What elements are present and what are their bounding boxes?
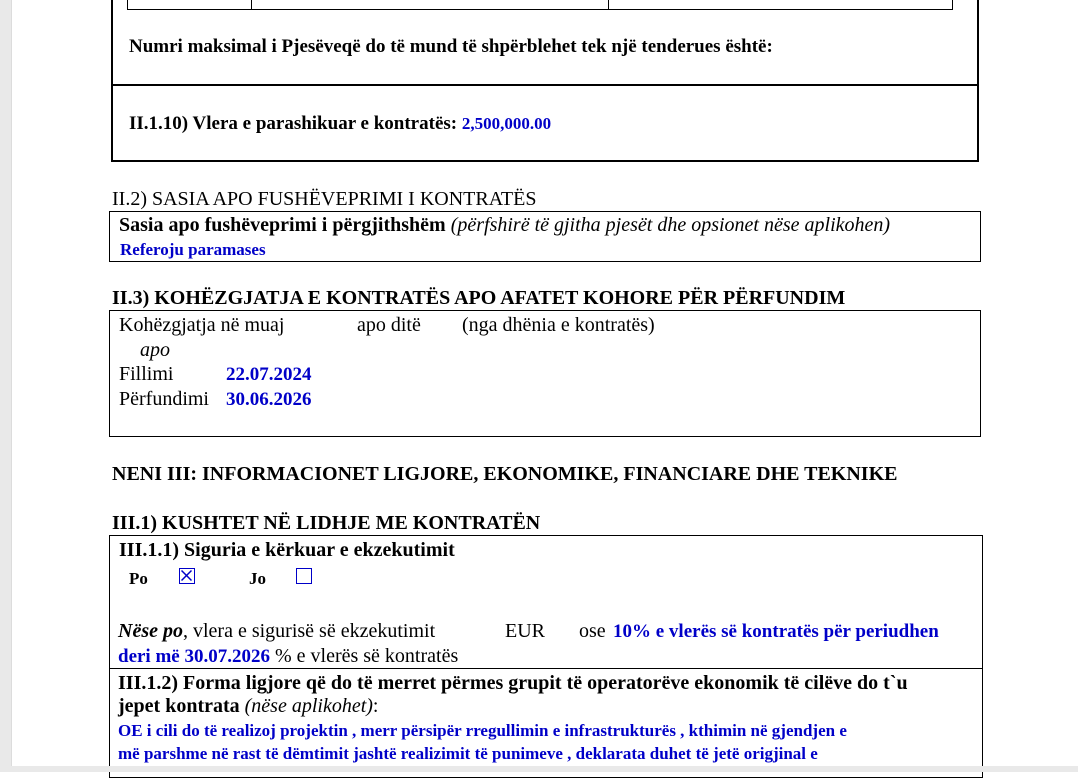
scope-value: Referoju paramases xyxy=(120,240,266,259)
section-heading-II-2: II.2) SASIA APO FUSHËVEPRIMI I KONTRATËS xyxy=(112,188,537,210)
guarantee-title: III.1.1) Siguria e kërkuar e ekzekutimit xyxy=(119,539,455,561)
currency-label: EUR xyxy=(505,620,545,642)
if-yes-label: Nëse po xyxy=(118,620,183,642)
percent-suffix: % e vlerës së kontratës xyxy=(274,645,459,667)
estimated-value: 2,500,000.00 xyxy=(461,114,552,133)
percent-value-line2: deri më 30.07.2026 xyxy=(118,646,270,667)
legal-form-body-line1: OE i cili do të realizoj projektin , merr përsipër rregullimin e infrastrukturës , kthimin në gjendjen e xyxy=(118,721,847,740)
legal-form-title-cont: jepet kontrata xyxy=(118,695,240,717)
start-label: Fillimi xyxy=(119,363,174,385)
scope-label: Sasia apo fushëveprimi i përgjithshëm xyxy=(119,214,446,236)
section-heading-III-1: III.1) KUSHTET NË LIDHJE ME KONTRATËN xyxy=(112,512,541,534)
no-checkbox[interactable] xyxy=(296,568,312,584)
duration-days-label: apo ditë xyxy=(357,314,421,336)
estimated-value-row xyxy=(129,113,551,135)
legal-form-title-line1: III.1.2) Forma ligjore që do të merret përmes grupit të operatorëve ekonomik të cilëve do t`u xyxy=(118,672,908,694)
duration-from-award: (nga dhënia e kontratës) xyxy=(462,314,655,336)
start-date: 22.07.2024 xyxy=(226,364,312,385)
percent-value-line1: 10% e vlerës së kontratës për periudhen xyxy=(613,621,939,642)
estimated-value-label: II.1.10) Vlera e parashikuar e kontratës: xyxy=(129,113,458,134)
scope-note: (përfshirë të gjitha pjesët dhe opsionet nëse aplikohen) xyxy=(450,214,891,236)
scope-row xyxy=(119,214,890,237)
duration-or: apo xyxy=(140,339,170,361)
end-label: Përfundimi xyxy=(119,388,209,410)
section-box-II-1 xyxy=(111,0,979,162)
page-gutter xyxy=(0,0,12,772)
section-divider xyxy=(111,84,979,86)
checked-x-icon xyxy=(180,569,193,582)
legal-form-body-line2: më parshme në rast të dëmtimit jashtë realizimit të punimeve , deklarata duhet të jetë origjinal e xyxy=(118,744,818,763)
guarantee-value-line2 xyxy=(118,645,458,668)
section-heading-II-3: II.3) KOHËZGJATJA E KONTRATËS APO AFATET KOHORE PËR PËRFUNDIM xyxy=(112,287,846,309)
yes-checkbox[interactable] xyxy=(179,568,195,584)
legal-form-title-line2 xyxy=(118,695,378,718)
guarantee-value-line1 xyxy=(118,620,435,643)
yes-label: Po xyxy=(129,569,148,588)
no-label: Jo xyxy=(249,569,266,588)
duration-months-label: Kohëzgjatja në muaj xyxy=(119,314,285,336)
end-date: 30.06.2026 xyxy=(226,389,312,410)
guarantee-value-label: , vlera e sigurisë së ekzekutimit xyxy=(182,620,436,642)
max-lots-text: Numri maksimal i Pjesëveqë do të mund të shpërblehet tek një tenderues është: xyxy=(129,36,773,57)
legal-form-colon: : xyxy=(372,695,379,717)
or-label: ose xyxy=(579,620,606,642)
legal-form-note: (nëse aplikohet) xyxy=(244,695,373,717)
page-bottom-edge xyxy=(0,766,1078,772)
article-heading-III: NENI III: INFORMACIONET LIGJORE, EKONOMIKE, FINANCIARE DHE TEKNIKE xyxy=(112,463,898,485)
